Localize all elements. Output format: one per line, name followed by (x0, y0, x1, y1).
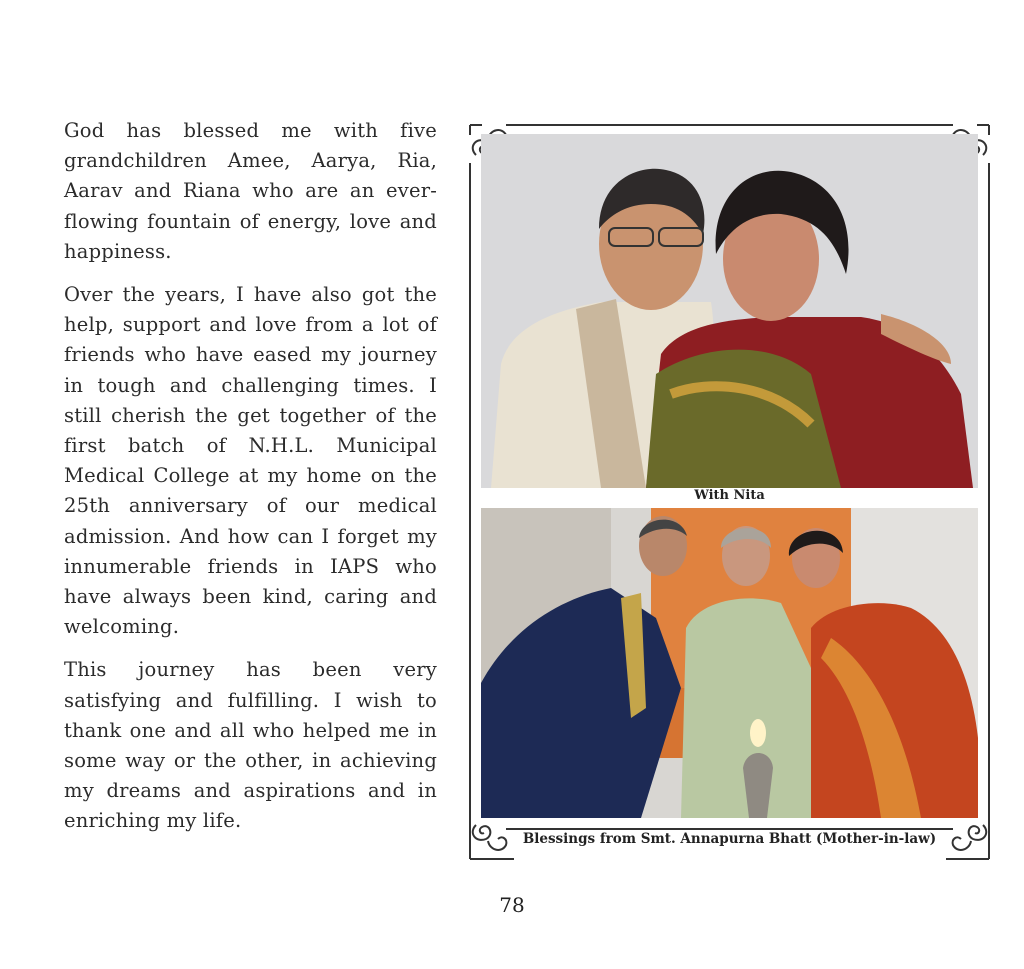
caption-with-nita: With Nita (694, 488, 765, 503)
paragraph-gratitude: This journey has been very satisfying and fulfilling. I wish to thank one and all who helped me in some way or the other, in achieving my dreams and aspirations and in enriching my life. (64, 658, 437, 833)
body-text (64, 116, 437, 850)
paragraph-friends: Over the years, I have also got the help, support and love from a lot of friends who have eased my journey in tough and challenging times. I still cherish the get together of the first batch of N.H.L. Municipal Medical College at my home on the 25th anniversary of our medical admission. And how can I forget my innumerable friends in IAPS who have always been kind, caring and welcoming. (64, 283, 437, 639)
photo-frame (466, 121, 993, 861)
paragraph-grandchildren: God has blessed me with five grandchildren Amee, Aarya, Ria, Aarav and Riana who are an ever-flowing fountain of energy, love and happiness. (64, 119, 437, 263)
caption-blessings: Blessings from Smt. Annapurna Bhatt (Mother-in-law) (522, 831, 937, 847)
photo-with-nita (481, 134, 978, 488)
photo-blessings (481, 508, 978, 818)
page-number: 78 (499, 893, 525, 917)
